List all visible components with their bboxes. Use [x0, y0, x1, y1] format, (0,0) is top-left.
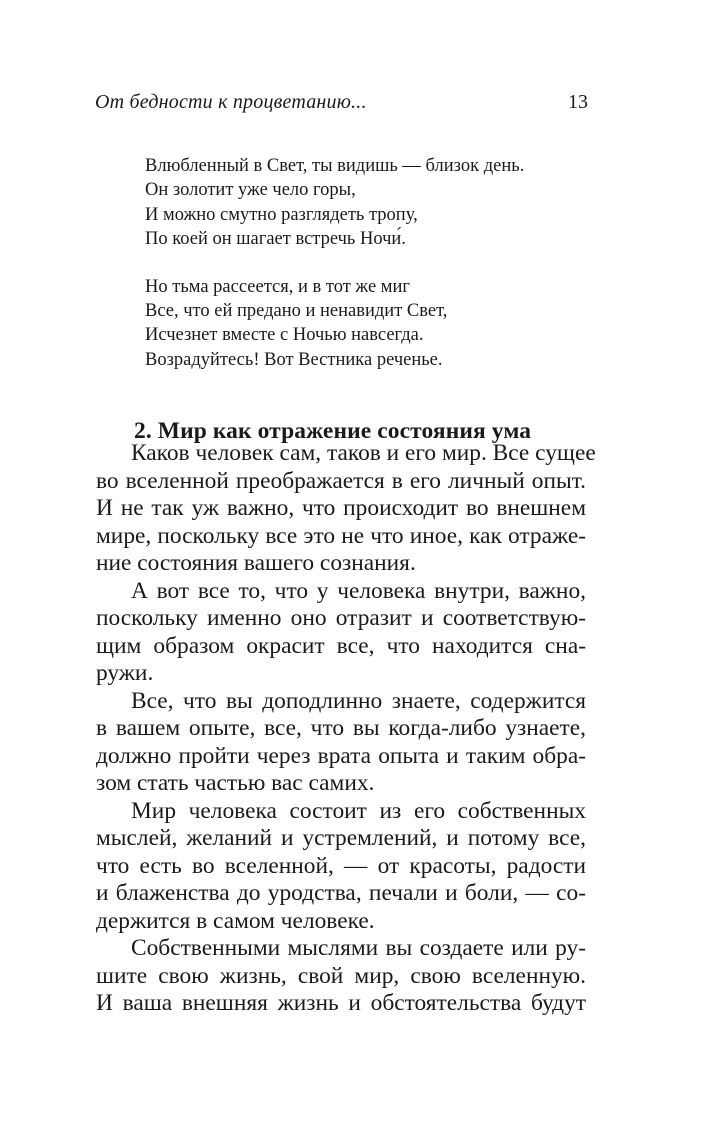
verse-line: Возрадуйтесь! Вот Вестника реченье.: [145, 349, 443, 370]
verse-line: По коей он шагает встречь Ночи́.: [145, 229, 406, 250]
text-line: А вот все то, что у человека внутри, важно,: [131, 577, 586, 604]
text-line: поскольку именно оно отразит и соответствую-: [96, 605, 586, 631]
text-line: зом стать частью вас самих.: [96, 770, 375, 796]
text-line: Каков человек сам, таков и его мир. Все сущее: [131, 440, 596, 466]
paragraph: [96, 440, 596, 578]
running-title: От бедности к процветанию...: [95, 91, 367, 113]
text-line: должно пройти через врата опыта и таким обра-: [96, 742, 586, 769]
verse-epigraph: [145, 154, 585, 395]
text-line: держится в самом человеке.: [96, 907, 375, 934]
body-text: [96, 440, 596, 1018]
text-line: щим образом окрасит все, что находится сна-: [96, 632, 586, 659]
verse-line: Он золотит уже чело горы,: [145, 180, 356, 201]
verse-stanza: [145, 275, 585, 373]
text-line: мире, поскольку все это не что иное, как отраже-: [96, 522, 586, 549]
running-head: [95, 91, 588, 119]
text-line: мыслей, желаний и устремлений, и потому все,: [96, 825, 586, 851]
text-line: Все, что вы доподлинно знаете, содержится: [131, 687, 586, 714]
text-line: Мир человека состоит из его собственных: [131, 797, 586, 824]
text-line: И не так уж важно, что происходит во внешнем: [96, 495, 586, 521]
text-line: ружи.: [96, 660, 154, 686]
paragraph: [96, 935, 586, 1018]
text-line: ние состояния вашего сознания.: [96, 550, 416, 576]
verse-line: Исчезнет вместе с Ночью навсегда.: [145, 325, 424, 346]
text-line: И ваша внешняя жизнь и обстоятельства будут: [96, 990, 586, 1016]
verse-line: Все, что ей предано и ненавидит Свет,: [145, 301, 448, 322]
verse-line: Но тьма рассеется, и в тот же миг: [145, 276, 410, 297]
section-heading: 2. Мир как отражение состояния ума: [134, 417, 532, 444]
paragraph: [96, 578, 586, 688]
page-number: 13: [568, 91, 588, 113]
verse-stanza: [145, 154, 585, 252]
paragraph: [96, 798, 586, 936]
text-line: в вашем опыте, все, что вы когда-либо узнаете,: [96, 715, 586, 741]
text-line: во вселенной преображается в его личный опыт.: [96, 467, 586, 494]
text-line: что есть во вселенной, — от красоты, радости: [96, 852, 586, 879]
verse-line: Влюбленный в Свет, ты видишь — близок день.: [145, 156, 525, 176]
text-line: шите свою жизнь, свой мир, свою вселенную.: [96, 962, 586, 989]
verse-line: И можно смутно разглядеть тропу,: [145, 204, 418, 225]
text-line: Собственными мыслями вы создаете или ру-: [131, 935, 586, 961]
text-line: и блаженства до уродства, печали и боли, — со-: [96, 880, 586, 906]
paragraph: [96, 688, 586, 798]
